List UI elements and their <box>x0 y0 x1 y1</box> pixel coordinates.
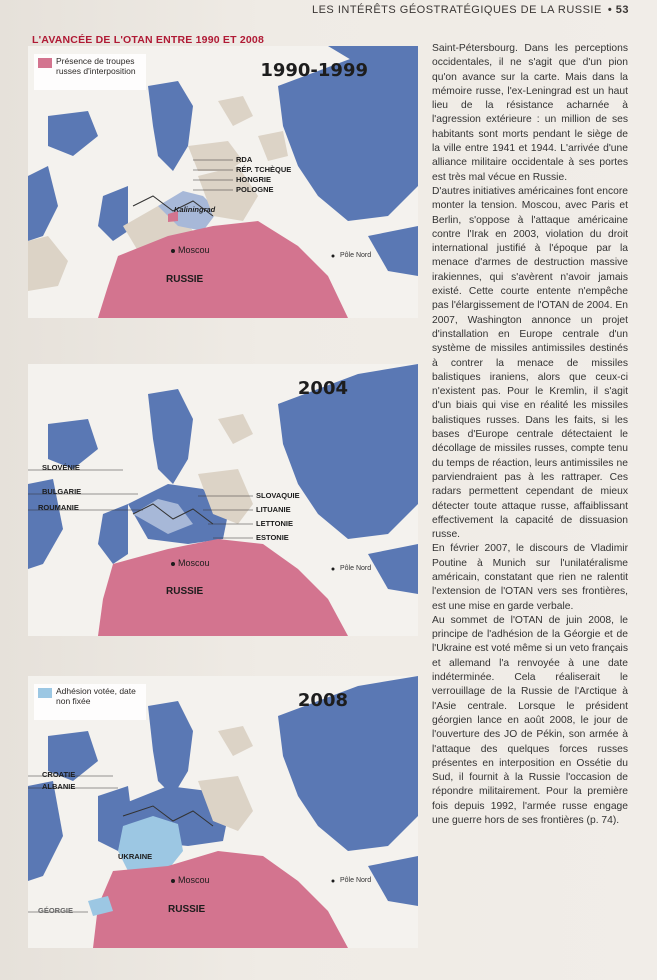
legend-troops <box>34 54 146 90</box>
map-2008 <box>28 676 418 948</box>
label-rda: RDA <box>236 155 253 164</box>
legend-troops-text: Présence de troupes russes d'interposition <box>56 56 136 76</box>
label-romania: ROUMANIE <box>38 503 79 512</box>
page-number: • 53 <box>607 4 629 16</box>
section-title: L'AVANCÉE DE L'OTAN ENTRE 1990 ET 2008 <box>32 34 264 46</box>
map-2004 <box>28 364 418 636</box>
map-year-label: 2004 <box>297 378 348 399</box>
label-hungary: HONGRIE <box>236 175 272 184</box>
label-russia: RUSSIE <box>166 586 204 597</box>
label-north-pole: Pôle Nord <box>340 565 372 572</box>
label-georgia: GÉORGIE <box>38 906 74 915</box>
label-croatia: CROATIE <box>42 770 76 779</box>
article-paragraph: Au sommet de l'OTAN de juin 2008, le principe de l'adhésion de la Géorgie et de l'Ukraine est voté même si un veto français et allemand l'a renvoyée à une date indéterminée. Cela réaliserait le verrouillage de la Russie de l'Arctique à l'Asie centrale. Lorsque le président géorgien lance en août 2008, le jour de l'ouverture des JO de Pékin, son armée à l'attaque des quelques forces russes présentes en interposition en Ossétie du Sud, il fournit à la Russie l'occasion de répondre militairement. Pour la première fois depuis 1992, l'armée russe engage une guerre hors de ses frontières (p. 74). <box>432 614 628 827</box>
running-head-text: LES INTÉRÊTS GÉOSTRATÉGIQUES DE LA RUSSIE <box>311 4 602 16</box>
article-paragraph: D'autres initiatives américaines font encore monter la tension. Moscou, avec Paris et Berlin, s'oppose à l'attaque américaine contre l'Irak en 2003, violation du droit international justifié à l'époque par la menace d'armes de destruction massive irakiennes, qui s'avèrent n'avoir jamais existé. Cette courte entente n'empêche pas l'élargissement de l'OTAN de 2004. En 2007, Washington annonce un projet d'installation en Europe centrale d'un système de missiles antimissiles destinés à contrer la menace de missiles balistiques iraniens, alors que ceux-ci n'existent pas. Pour le Kremlin, il s'agit d'un biais qui vise en réalité les missiles balistiques russes. Dans les faits, si les bases d'Europe centrale détectaient le décollage de missiles russes, compte tenu du temps de réaction, leurs antimissiles ne parviendraient pas à les rattraper. Ces radars permettent cependant de mieux détecter toute attaque russe, affaiblissant effectivement la capacité de dissuasion russe. <box>432 185 628 541</box>
label-moscow: Moscou <box>178 245 210 255</box>
running-head <box>312 4 629 16</box>
label-kaliningrad: Kaliningrad <box>174 205 216 214</box>
label-albania: ALBANIE <box>42 782 76 791</box>
label-bulgaria: BULGARIE <box>42 487 82 496</box>
legend-swatch-pending <box>38 688 52 698</box>
article-column <box>432 42 628 828</box>
article-paragraph: Saint-Pétersbourg. Dans les perceptions occidentales, il ne s'agit que d'un pion qu'on avance sur la carte. Mais dans la mémoire russe, l'ex-Leningrad est un haut lieu de la résistance acharnée à l'agression extérieure : un million de ses habitants sont morts pendant le siège de la ville entre 1941 et 1944. L'arrivée d'une alliance militaire occidentale à ses portes est très mal vécue en Russie. <box>432 43 628 183</box>
label-slovakia: SLOVAQUIE <box>256 491 300 500</box>
map-year-label: 2008 <box>297 690 348 711</box>
label-lithuania: LITUANIE <box>256 505 291 514</box>
map-year-label: 1990-1999 <box>260 60 368 81</box>
legend-swatch-russian-troops <box>38 58 52 68</box>
article-paragraph: En février 2007, le discours de Vladimir Poutine à Munich sur l'unilatéralisme américain, constatant que rien ne ralentit l'extension de l'OTAN vers ses frontières, est une mise en garde verbale. <box>432 543 628 612</box>
label-north-pole: Pôle Nord <box>340 877 372 884</box>
label-poland: POLOGNE <box>236 185 274 194</box>
label-russia: RUSSIE <box>168 904 206 915</box>
map-2004-graphic <box>28 364 418 636</box>
label-slovenia: SLOVÉNIE <box>42 463 80 472</box>
label-russia: RUSSIE <box>166 274 204 285</box>
label-latvia: LETTONIE <box>256 519 293 528</box>
label-ukraine: UKRAINE <box>118 852 153 861</box>
label-moscow: Moscou <box>178 875 210 885</box>
label-north-pole: Pôle Nord <box>340 252 372 259</box>
legend-pending <box>34 684 146 720</box>
label-estonia: ESTONIE <box>256 533 289 542</box>
legend-pending-text: Adhésion votée, date non fixée <box>56 686 136 706</box>
label-moscow: Moscou <box>178 558 210 568</box>
map-1990-1999 <box>28 46 418 318</box>
label-czech: RÉP. TCHÈQUE <box>236 165 292 174</box>
